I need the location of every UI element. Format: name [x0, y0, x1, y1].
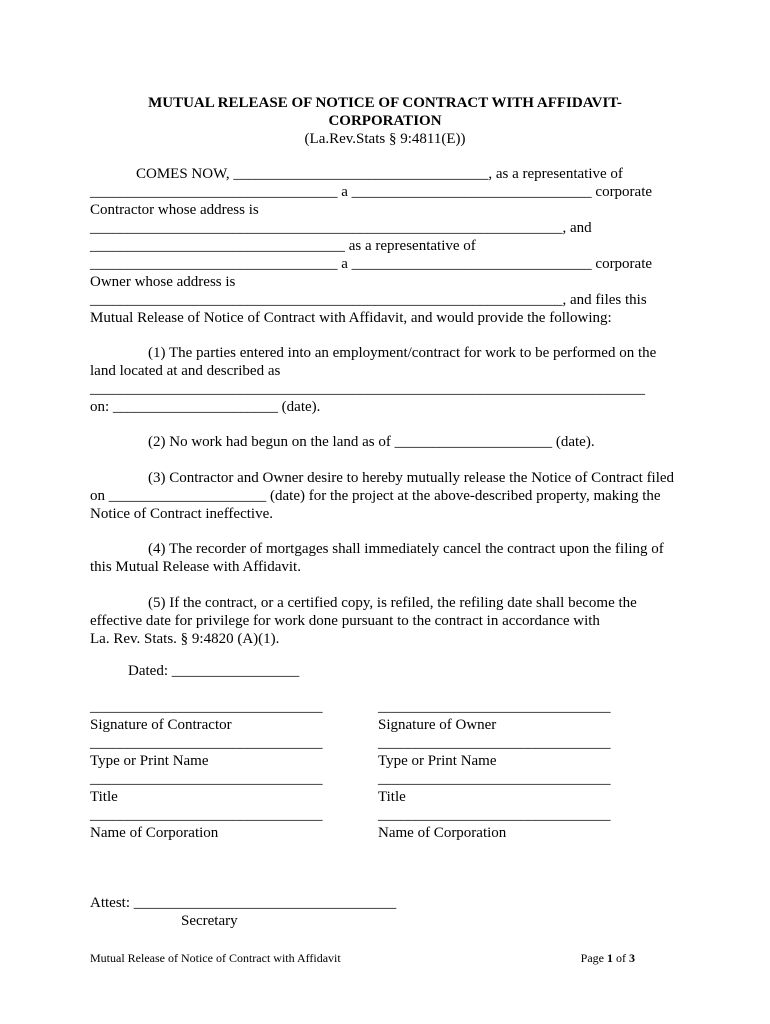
contractor-corporation-line: _______________________________ [90, 807, 323, 823]
contractor-signature-label: Signature of Contractor [90, 717, 232, 733]
contractor-title-label: Title [90, 789, 118, 805]
paragraph-5-line-1: (5) If the contract, or a certified copy, is refiled, the refiling date shall become the [148, 595, 637, 611]
owner-corporation-line: _______________________________ [378, 807, 611, 823]
contractor-print-name-label: Type or Print Name [90, 753, 209, 769]
intro-line-5: __________________________________ as a representative of [90, 238, 476, 254]
contractor-title-line: _______________________________ [90, 771, 323, 787]
intro-line-1: COMES NOW, __________________________________, as a representative of [136, 166, 623, 182]
owner-title-line: _______________________________ [378, 771, 611, 787]
owner-corporation-label: Name of Corporation [378, 825, 507, 841]
intro-line-2: _________________________________ a ________________________________ corporate [90, 184, 653, 200]
contractor-corporation-label: Name of Corporation [90, 825, 219, 841]
intro-line-9: Mutual Release of Notice of Contract with Affidavit, and would provide the following: [90, 310, 612, 326]
paragraph-4-line-1: (4) The recorder of mortgages shall immediately cancel the contract upon the filing of [148, 541, 664, 557]
owner-print-name-label: Type or Print Name [378, 753, 497, 769]
document-title-line2: CORPORATION [328, 113, 442, 129]
intro-line-6: _________________________________ a ________________________________ corporate [90, 256, 653, 272]
paragraph-1-line-3: __________________________________________________________________________ [90, 381, 645, 397]
owner-name-line: _______________________________ [378, 735, 611, 751]
owner-title-label: Title [378, 789, 406, 805]
footer-page-number [581, 949, 635, 967]
intro-line-7: Owner whose address is [90, 274, 236, 290]
dated-line: Dated: _________________ [128, 663, 300, 679]
intro-line-3: Contractor whose address is [90, 202, 259, 218]
contractor-name-line: _______________________________ [90, 735, 323, 751]
secretary-label: Secretary [181, 913, 238, 929]
paragraph-2-line-1: (2) No work had begun on the land as of _____________________ (date). [148, 434, 595, 450]
footer-total-pages: 3 [629, 951, 635, 965]
footer-of-word: of [616, 951, 626, 965]
intro-line-8: _______________________________________________________________, and files this [90, 292, 647, 308]
contractor-signature-line: _______________________________ [90, 699, 323, 715]
document-title-line1: MUTUAL RELEASE OF NOTICE OF CONTRACT WITH AFFIDAVIT- [148, 95, 622, 111]
paragraph-3-line-1: (3) Contractor and Owner desire to hereby mutually release the Notice of Contract filed [148, 470, 675, 486]
intro-line-4: _______________________________________________________________, and [90, 220, 592, 236]
owner-signature-label: Signature of Owner [378, 717, 497, 733]
paragraph-4-line-2: this Mutual Release with Affidavit. [90, 559, 301, 575]
paragraph-1-line-1: (1) The parties entered into an employment/contract for work to be performed on the [148, 345, 657, 361]
footer-page-word: Page [580, 951, 604, 965]
paragraph-1-line-4: on: ______________________ (date). [90, 399, 321, 415]
paragraph-5-line-2: effective date for privilege for work done pursuant to the contract in accordance with [90, 613, 600, 629]
footer-current-page: 1 [607, 951, 613, 965]
statute-citation: (La.Rev.Stats § 9:4811(E)) [304, 131, 466, 147]
paragraph-3-line-2: on _____________________ (date) for the project at the above-described property, making the [90, 488, 661, 504]
owner-signature-line: _______________________________ [378, 699, 611, 715]
footer-document-title: Mutual Release of Notice of Contract with Affidavit [90, 951, 341, 965]
paragraph-1-line-2: land located at and described as [90, 363, 281, 379]
paragraph-3-line-3: Notice of Contract ineffective. [90, 506, 273, 522]
paragraph-5-line-3: La. Rev. Stats. § 9:4820 (A)(1). [90, 631, 280, 647]
attest-line: Attest: ___________________________________ [90, 895, 397, 911]
